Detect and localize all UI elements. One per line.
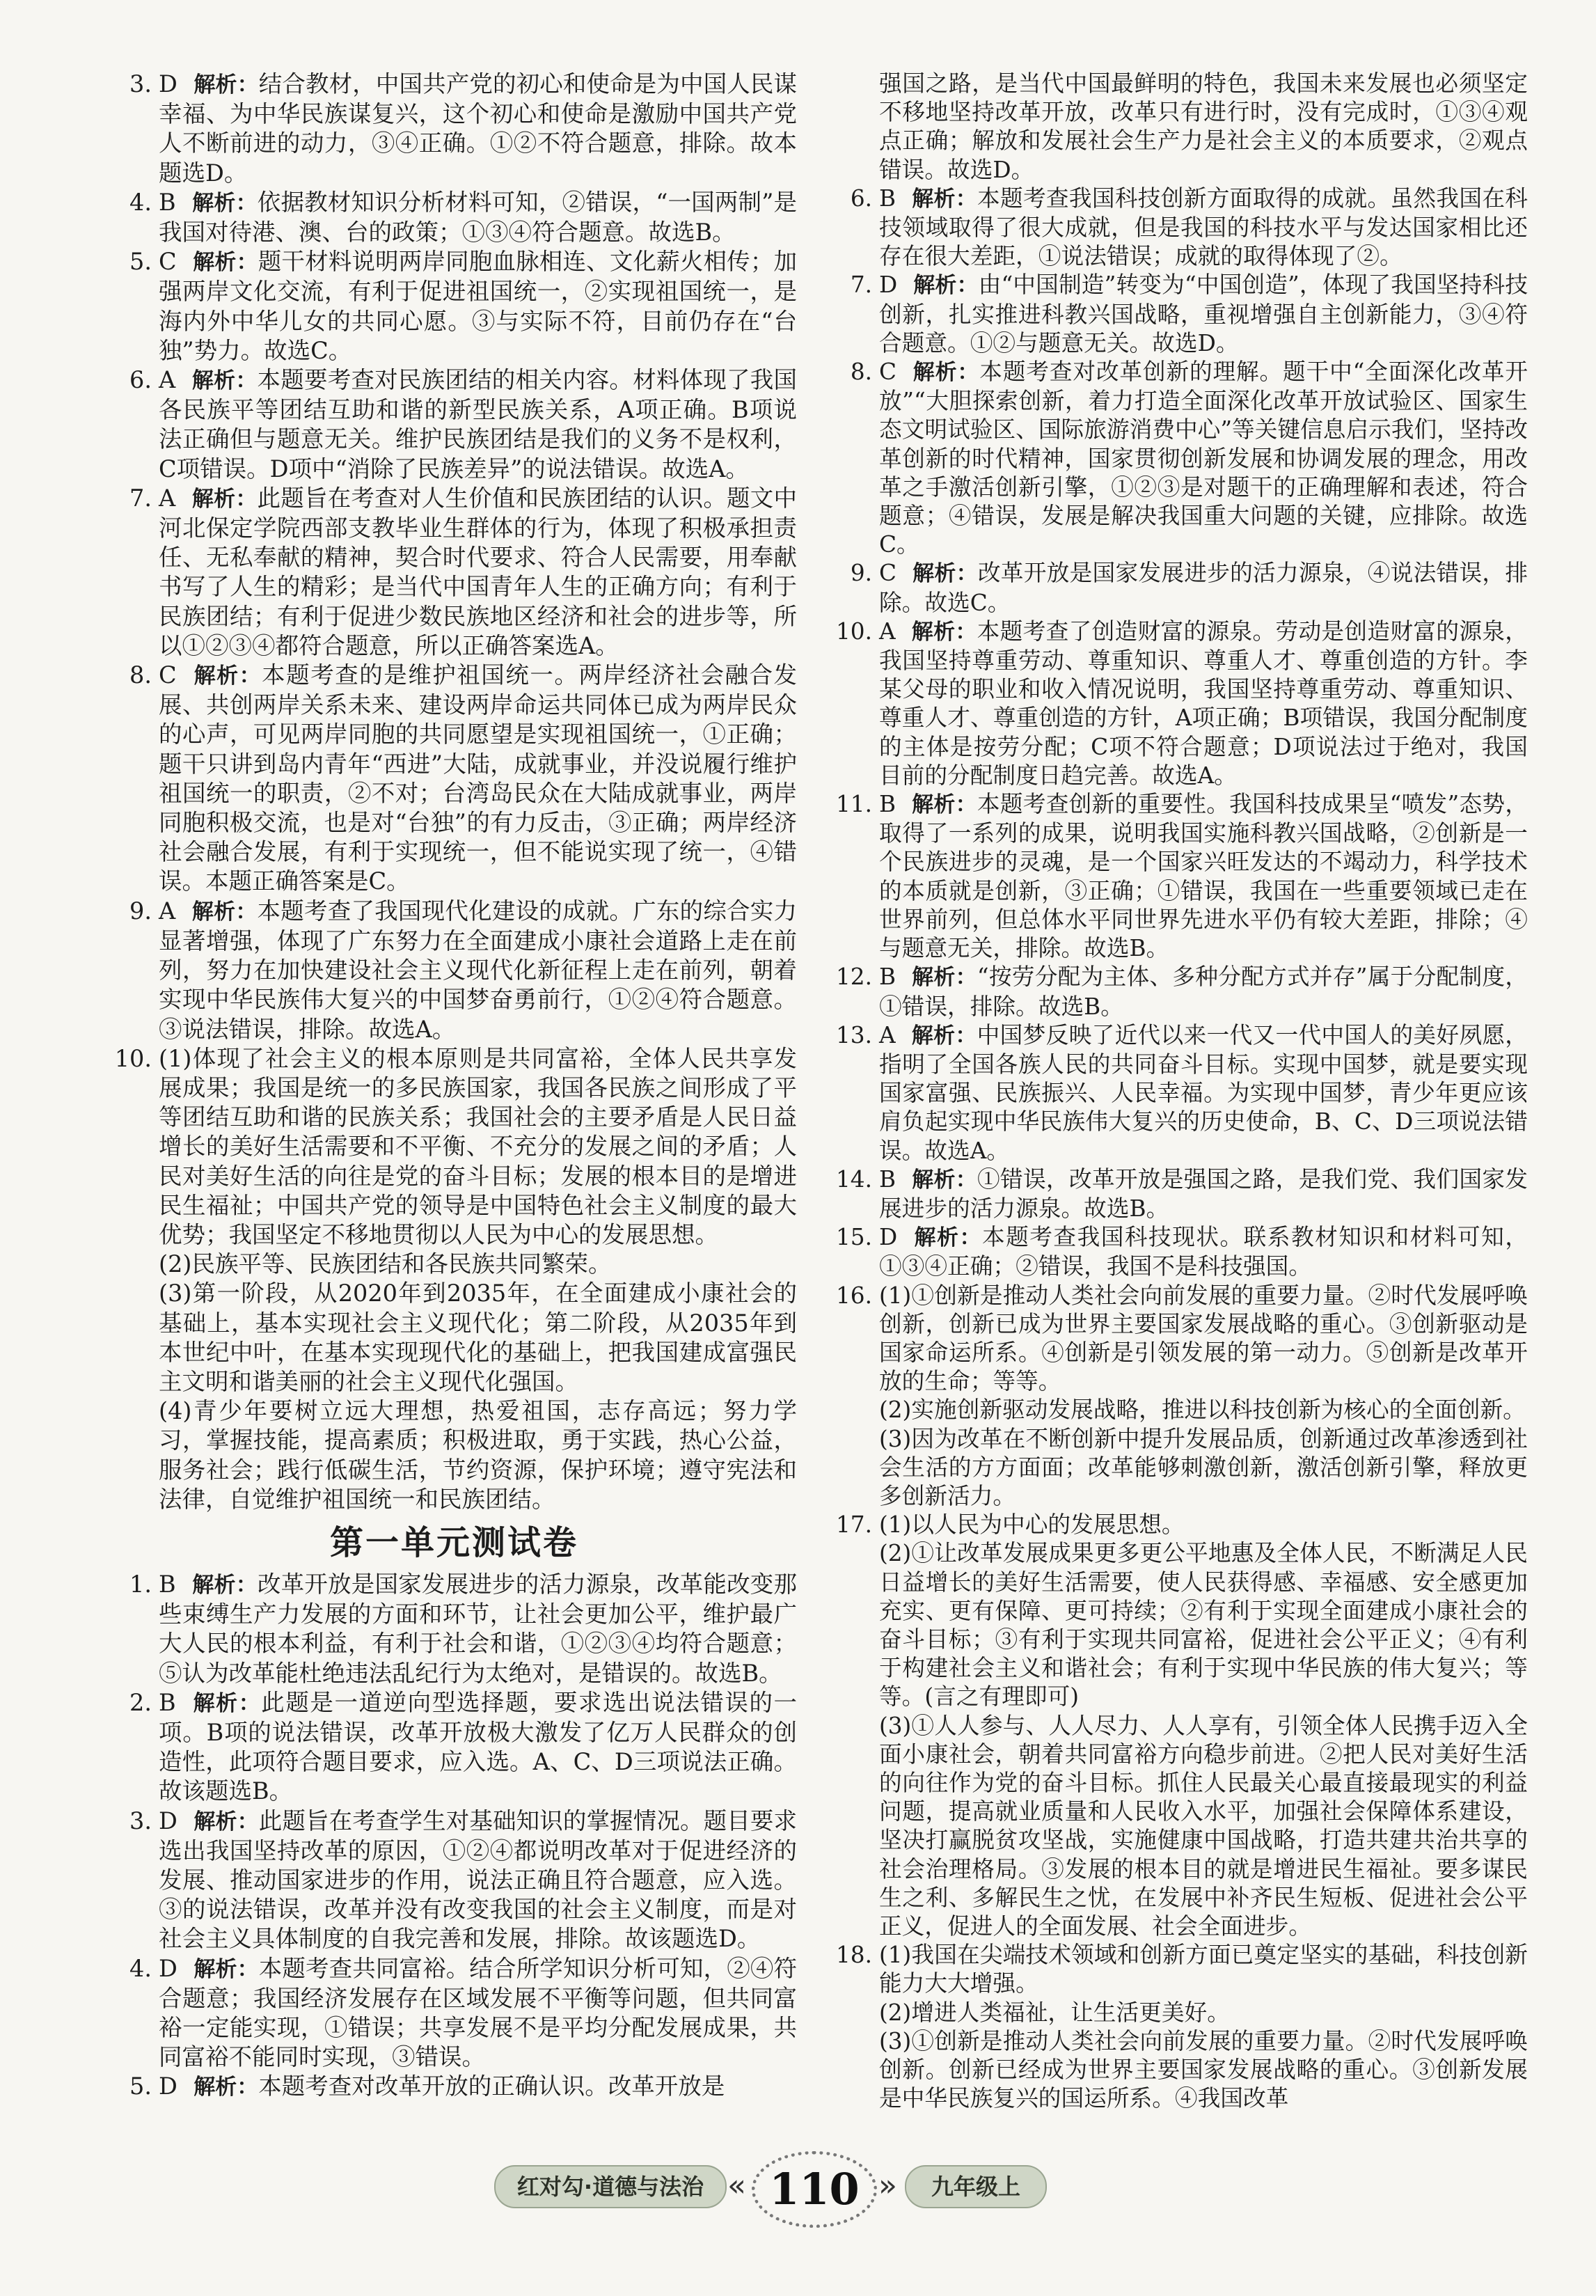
item-number: 3. xyxy=(129,1807,152,1834)
item-10-part-3: (3)第一阶段，从2020年到2035年，在全面建成小康社会的基础上，基本实现社会主义现代化；第二阶段，从2035年到本世纪中叶，在基本实现现代化的基础上，把我国建成富强民主文明和谐美丽的社会主义现代化强国。 xyxy=(159,1280,797,1395)
item-16-part-3: (3)因为改革在不断创新中提升发展品质，创新通过改革渗透到社会生活的方方面面；改革能够刺激创新，激活创新引擎，释放更多创新活力。 xyxy=(879,1425,1528,1509)
left-column xyxy=(111,70,797,2102)
analysis-text: 本题考查了创造财富的源泉。劳动是创造财富的源泉，我国坚持尊重劳动、尊重知识、尊重人才、尊重创造的方针。李某父母的职业和收入情况说明，我国坚持尊重劳动、尊重知识、尊重人才、尊重创造的方针，A项正确；B项错误，我国分配制度的主体是按劳分配；C项不符合题意；D项说法过于绝对，我国目前的分配制度日趋完善。故选A。 xyxy=(879,618,1528,789)
answer-choice: A xyxy=(159,897,176,925)
item-18-part-1: (1)我国在尖端技术领域和创新方面已奠定坚实的基础，科技创新能力大大增强。 xyxy=(879,1942,1528,1997)
analysis-text: 本题考查了我国现代化建设的成就。广东的综合实力显著增强，体现了广东努力在全面建成小康社会道路上走在前列，努力在加快建设社会主义现代化新征程上走在前列，朝着实现中华民族伟大复兴的中国梦奋勇前行，①②④符合题意。③说法错误，排除。故选A。 xyxy=(159,897,798,1043)
page-footer xyxy=(0,2151,1596,2235)
answer-choice: B xyxy=(879,964,896,991)
answer-choice: D xyxy=(879,272,898,299)
left-chevron-icon: « xyxy=(727,2168,746,2203)
right-column xyxy=(832,70,1528,2113)
answer-item xyxy=(832,618,1528,790)
item-number: 12. xyxy=(836,964,872,991)
item-10-part-4: (4)青少年要树立远大理想，热爱祖国，志存高远；努力学习，掌握技能，提高素质；积极进取，勇于实践，热心公益，服务社会；践行低碳生活，节约资源，保护环境；遵守宪法和法律，自觉维护祖国统一和民族团结。 xyxy=(159,1397,797,1513)
item-16-part-1: (1)①创新是推动人类社会向前发展的重要力量。②时代发展呼唤创新，创新已成为世界主要国家发展战略的重心。③创新驱动是国家命运所系。④创新是引领发展的第一动力。⑤创新是改革开放的生命；等等。 xyxy=(879,1282,1528,1395)
analysis-text: 本题考查我国科技现状。联系教材知识和材料可知，①③④正确；②错误，我国不是科技强国。 xyxy=(879,1224,1528,1280)
analysis-label: 解析： xyxy=(911,619,977,645)
analysis-text: 此题旨在考查对人生价值和民族团结的认识。题文中河北保定学院西部支教毕业生群体的行为，体现了积极承担责任、无私奉献的精神，契合时代要求、符合人民需要，用奉献书写了人生的精彩；是当代中国青年人生的正确方向；有利于民族团结；有利于促进少数民族地区经济和社会的进步等，所以①②③④都符合题意，所以正确答案选A。 xyxy=(159,484,798,659)
item-number: 2. xyxy=(129,1688,152,1716)
item-number: 14. xyxy=(836,1165,872,1193)
analysis-text: 此题旨在考查学生对基础知识的掌握情况。题目要求选出我国坚持改革的原因，①②④都说明改革对于促进经济的发展、推动国家进步的作用，说法正确且符合题意，应入选。③的说法错误，改革并没有改变我国的社会主义制度，而是对社会主义具体制度的自我完善和发展，排除。故该题选D。 xyxy=(159,1807,798,1953)
answer-choice: B xyxy=(159,188,176,216)
answer-item xyxy=(111,70,797,188)
section-title: 第一单元测试卷 xyxy=(329,1523,578,1562)
analysis-text: 本题考查我国科技创新方面取得的成就。虽然我国在科技领域取得了很大成就，但是我国的科技水平与发达国家相比还存在很大差距，①说法错误；成就的取得体现了②。 xyxy=(879,184,1528,270)
analysis-label: 解析： xyxy=(912,561,978,587)
analysis-label: 解析： xyxy=(912,360,980,386)
answer-choice: A xyxy=(159,366,176,394)
answer-item-17 xyxy=(832,1511,1528,1941)
item-17-part-1: (1)以人民为中心的发展思想。 xyxy=(879,1511,1185,1539)
analysis-label: 解析： xyxy=(193,663,262,689)
analysis-label: 解析： xyxy=(911,186,978,212)
continued-text: 强国之路，是当代中国最鲜明的特色，我国未来发展也必须坚定不移地坚持改革开放，改革只有进行时，没有完成时，①③④观点正确；解放和发展社会生产力是社会主义的本质要求，②观点错误。故选D。 xyxy=(879,70,1528,183)
answer-item-10 xyxy=(111,1044,797,1514)
analysis-label: 解析： xyxy=(193,2075,259,2100)
analysis-text: 改革开放是国家发展进步的活力源泉，④说法错误，排除。故选C。 xyxy=(879,560,1528,616)
answer-choice: B xyxy=(159,1688,176,1716)
analysis-text: 改革开放是国家发展进步的活力源泉，改革能改变那些束缚生产力发展的方面和环节，让社会更加公平，维护最广大人民的根本利益，有利于社会和谐，①②③④均符合题意；⑤认为改革能杜绝违法乱纪行为太绝对，是错误的。故选B。 xyxy=(159,1570,798,1687)
item-17-part-3: (3)①人人参与、人人尽力、人人享有，引领全体人民携手迈入全面小康社会，朝着共同富裕方向稳步前进。②把人民对美好生活的向往作为党的奋斗目标。抓住人民最关心最直接最现实的利益问题，提高就业质量和人民收入水平，加强社会保障体系建设，坚决打赢脱贫攻坚战，实施健康中国战略，打造共建共治共享的社会治理格局。③发展的根本目的就是增进民生福祉。要多谋民生之利、多解民生之忧，在发展中补齐民生短板、促进社会公平正义，促进人的全面发展、社会全面进步。 xyxy=(879,1712,1528,1940)
answer-choice: B xyxy=(879,1165,896,1193)
answer-item xyxy=(111,1954,797,2073)
answer-item xyxy=(111,1807,797,1954)
answer-choice: D xyxy=(159,1807,177,1834)
answer-item-18 xyxy=(832,1941,1528,2113)
item-10-part-2: (2)民族平等、民族团结和各民族共同繁荣。 xyxy=(159,1250,612,1278)
item-16-part-2: (2)实施创新驱动发展战略，推进以科技创新为核心的全面创新。 xyxy=(879,1397,1526,1424)
item-number: 6. xyxy=(850,184,872,212)
analysis-label: 解析： xyxy=(192,1572,258,1598)
item-number: 6. xyxy=(129,366,152,394)
analysis-text: 本题考查创新的重要性。我国科技成果呈“喷发”态势，取得了一系列的成果，说明我国实施科教兴国战略，②创新是一个民族进步的灵魂，是一个国家兴旺发达的不竭动力，科学技术的本质就是创新，③正确；①错误，我国在一些重要领域已走在世界前列，但总体水平同世界先进水平仍有较大差距，排除；④与题意无关，排除。故选B。 xyxy=(879,791,1528,962)
analysis-label: 解析： xyxy=(191,486,258,512)
analysis-text: 本题要考查对民族团结的相关内容。材料体现了我国各民族平等团结互助和谐的新型民族关系，A项正确。B项说法正确但与题意无关。维护民族团结是我们的义务不是权利，C项错误。D项中“消除了民族差异”的说法错误。故选A。 xyxy=(159,366,798,482)
answer-item xyxy=(832,559,1528,617)
answer-item xyxy=(111,188,797,247)
answer-item xyxy=(111,661,797,897)
answer-choice: C xyxy=(159,661,177,689)
answer-item xyxy=(832,184,1528,272)
analysis-text: 中国梦反映了近代以来一代又一代中国人的美好夙愿，指明了全国各族人民的共同奋斗目标。实现中国梦，就是要实现国家富强、民族振兴、人民幸福。为实现中国梦，青少年更应该肩负起实现中华民族伟大复兴的历史使命，B、C、D三项说法错误。故选A。 xyxy=(879,1021,1528,1164)
analysis-label: 解析： xyxy=(911,1167,978,1193)
answer-choice: D xyxy=(159,70,177,97)
item-number: 9. xyxy=(850,560,872,587)
analysis-label: 解析： xyxy=(191,899,258,925)
item-number: 8. xyxy=(850,359,872,386)
analysis-text: 此题是一道逆向型选择题，要求选出说法错误的一项。B项的说法错误，改革开放极大激发了亿万人民群众的创造性，此项符合题目要求，应入选。A、C、D三项说法正确。故该题选B。 xyxy=(159,1688,798,1805)
item-number: 7. xyxy=(129,484,152,512)
answer-choice: B xyxy=(879,184,896,212)
analysis-text: 本题考查对改革开放的正确认识。改革开放是 xyxy=(258,2073,725,2100)
answer-item xyxy=(832,271,1528,358)
answer-choice: A xyxy=(879,618,896,645)
analysis-label: 解析： xyxy=(913,1225,982,1251)
analysis-text: 由“中国制造”转变为“中国创造”，体现了我国坚持科技创新，扎实推进科教兴国战略，重视增强自主创新能力，③④符合题意。①②与题意无关。故选D。 xyxy=(879,272,1528,356)
answer-item xyxy=(111,365,797,484)
analysis-label: 解析： xyxy=(911,965,977,991)
answer-item xyxy=(832,790,1528,963)
answer-item xyxy=(111,1688,797,1807)
item-18-part-3: (3)①创新是推动人类社会向前发展的重要力量。②时代发展呼唤创新。创新已经成为世界主要国家发展战略的重心。③创新发展是中华民族复兴的国运所系。④我国改革 xyxy=(879,2027,1528,2112)
analysis-label: 解析： xyxy=(911,792,977,818)
item-number: 18. xyxy=(836,1942,872,1969)
item-10-part-1: (1)体现了社会主义的根本原则是共同富裕，全体人民共享发展成果；我国是统一的多民族国家，我国各民族之间形成了平等团结互助和谐的民族关系；我国社会的主要矛盾是人民日益增长的美好生活需要和不平衡、不充分的发展之间的矛盾；人民对美好生活的向往是党的奋斗目标；发展的根本目的是增进民生福祉；中国共产党的领导是中国特色社会主义制度的最大优势；我国坚定不移地贯彻以人民为中心的发展思想。 xyxy=(159,1044,797,1248)
analysis-text: 本题考查共同富裕。结合所学知识分析可知，②④符合题意；我国经济发展存在区域发展不平衡等问题，但共同富裕一定能实现，①错误；共享发展不是平均分配发展成果，共同富裕不能同时实现，③错误。 xyxy=(159,1954,798,2071)
analysis-text: 本题考查对改革创新的理解。题干中“全面深化改革开放”“大胆探索创新，着力打造全面深化改革开放试验区、国家生态文明试验区、国际旅游消费中心”等关键信息启示我们，坚持改革创新的时代精神，国家贯彻创新发展和协调发展的理念，用改革之手激活创新引擎，①②③是对题干的正确理解和表述，符合题意；④错误，发展是解决我国重大问题的关键，应排除。故选C。 xyxy=(879,359,1528,558)
item-number: 17. xyxy=(836,1511,872,1539)
right-answer-list xyxy=(832,184,1528,1282)
analysis-label: 解析： xyxy=(193,250,258,276)
answer-choice: C xyxy=(879,359,897,386)
analysis-text: 结合教材，中国共产党的初心和使命是为中国人民谋幸福、为中华民族谋复兴，这个初心和使命是激励中国共产党人不断前进的动力，③④正确。①②不符合题意，排除。故本题选D。 xyxy=(159,70,798,187)
answer-item xyxy=(832,1165,1528,1223)
answer-item xyxy=(832,1223,1528,1281)
item-number: 9. xyxy=(129,897,152,925)
answer-choice: B xyxy=(159,1570,176,1598)
item-number: 11. xyxy=(836,791,872,818)
analysis-label: 解析： xyxy=(193,1809,259,1834)
item-number: 13. xyxy=(836,1021,872,1048)
item-number: 5. xyxy=(129,248,152,276)
analysis-text: 本题考查的是维护祖国统一。两岸经济社会融合发展、共创两岸关系未来、建设两岸命运共同体已成为两岸民众的心声，可见两岸同胞的共同愿望是实现祖国统一，①正确；题干只讲到岛内青年“西进”大陆，成就事业，并没说履行维护祖国统一的职责，②不对；台湾岛民众在大陆成就事业，两岸同胞积极交流，也是对“台独”的有力反击，③正确；两岸经济社会融合发展，有利于实现统一，但不能说实现了统一，④错误。本题正确答案是C。 xyxy=(159,661,798,895)
right-chevron-icon: » xyxy=(878,2168,897,2203)
answer-item xyxy=(111,247,797,365)
item-number: 15. xyxy=(836,1224,872,1251)
answer-choice: C xyxy=(879,560,897,587)
analysis-text: 题干材料说明两岸同胞血脉相连、文化薪火相传；加强两岸文化交流，有利于促进祖国统一，②实现祖国统一，是海内外中华儿女的共同心愿。③与实际不符，目前仍存在“台独”势力。故选C。 xyxy=(159,248,798,364)
answer-choice: A xyxy=(879,1021,896,1048)
analysis-label: 解析： xyxy=(911,1023,977,1048)
analysis-text: “按劳分配为主体、多种分配方式并存”属于分配制度，①错误，排除。故选B。 xyxy=(879,964,1528,1020)
grade-label: 九年级上 xyxy=(905,2165,1047,2208)
answer-choice: D xyxy=(159,2073,177,2100)
answer-item xyxy=(832,358,1528,559)
item-number: 4. xyxy=(129,188,152,216)
answer-item xyxy=(111,484,797,661)
answer-item xyxy=(111,897,797,1044)
item-number: 16. xyxy=(836,1282,872,1309)
analysis-label: 解析： xyxy=(913,273,979,299)
analysis-label: 解析： xyxy=(193,1956,259,1982)
analysis-label: 解析： xyxy=(192,1690,262,1716)
item-18-part-2: (2)增进人类福祉，让生活更美好。 xyxy=(879,1999,1230,2026)
answer-item xyxy=(111,2072,797,2102)
item-number: 1. xyxy=(129,1570,152,1598)
answer-choice: D xyxy=(879,1224,898,1251)
answer-choice: D xyxy=(159,1954,177,1982)
answer-choice: C xyxy=(159,248,177,276)
item-number: 10. xyxy=(836,618,872,645)
answer-item-16 xyxy=(832,1282,1528,1511)
analysis-label: 解析： xyxy=(192,190,258,216)
analysis-text: ①错误，改革开放是强国之路，是我们党、我们国家发展进步的活力源泉。故选B。 xyxy=(879,1165,1528,1222)
item-17-part-2: (2)①让改革发展成果更多更公平地惠及全体人民，不断满足人民日益增长的美好生活需要，使人民获得感、幸福感、安全感更加充实、更有保障、更可持续；②有利于实现全面建成小康社会的奋斗目标；③有利于实现共同富裕，促进社会公平正义；④有利于构建社会主义和谐社会；有利于实现中华民族的伟大复兴；等等。(言之有理即可) xyxy=(879,1540,1528,1711)
answer-item xyxy=(832,1021,1528,1165)
page-number: 110 xyxy=(752,2151,877,2228)
analysis-label: 解析： xyxy=(193,72,259,97)
item-number: 7. xyxy=(850,272,872,299)
item-number: 10. xyxy=(114,1044,152,1072)
analysis-label: 解析： xyxy=(191,368,258,394)
item-number: 5. xyxy=(129,2073,152,2100)
answer-choice: A xyxy=(159,484,176,512)
answer-choice: B xyxy=(879,791,896,818)
item-number: 4. xyxy=(129,1954,152,1982)
left-answer-list-b xyxy=(111,1570,797,2102)
item-number: 8. xyxy=(129,661,152,689)
answer-item xyxy=(111,1570,797,1688)
item-number: 3. xyxy=(129,70,152,97)
book-series-label: 红对勾·道德与法治 xyxy=(494,2165,727,2208)
left-answer-list-a xyxy=(111,70,797,1044)
analysis-text: 依据教材知识分析材料可知，②错误，“一国两制”是我国对待港、澳、台的政策；①③④符合题意。故选B。 xyxy=(159,188,797,246)
answer-item xyxy=(832,963,1528,1021)
